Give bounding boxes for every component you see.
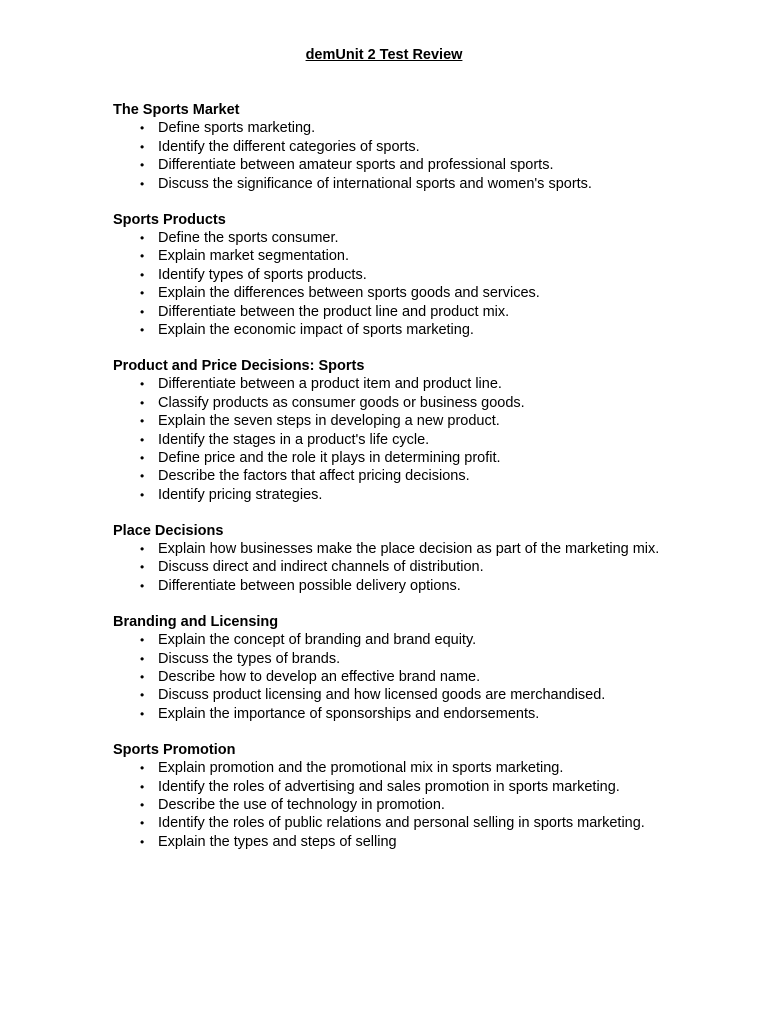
list-item-text: Identify the different categories of sports. [158, 138, 420, 155]
page-title: demUnit 2 Test Review [305, 47, 463, 63]
bullet-icon: • [140, 688, 145, 703]
section-heading: Sports Promotion [113, 741, 236, 758]
list-item-text: Explain the seven steps in developing a new product. [158, 413, 500, 430]
section-heading: The Sports Market [113, 102, 240, 118]
bullet-list [113, 759, 673, 851]
bullet-icon: • [140, 816, 145, 831]
bullet-icon: • [140, 633, 145, 648]
list-item-text: Explain the types and steps of selling [158, 833, 397, 850]
list-item [113, 577, 673, 595]
list-item [113, 412, 673, 430]
list-item [113, 467, 673, 485]
bullet-icon: • [140, 560, 145, 575]
bullet-icon: • [140, 121, 145, 136]
section-sports-products [113, 211, 673, 340]
list-item [113, 631, 673, 649]
list-item [113, 814, 673, 832]
list-item-text: Identify the stages in a product's life cycle. [158, 431, 430, 448]
list-item [113, 833, 673, 851]
list-item [113, 705, 673, 723]
section-heading: Sports Products [113, 211, 226, 228]
list-item [113, 778, 673, 796]
bullet-icon: • [140, 834, 145, 849]
list-item [113, 759, 673, 777]
list-item [113, 796, 673, 814]
bullet-icon: • [140, 158, 145, 173]
section-heading: Place Decisions [113, 522, 224, 539]
section-place-decisions [113, 522, 673, 596]
list-item [113, 266, 673, 284]
section-sports-promotion [113, 741, 673, 851]
list-item-text: Explain market segmentation. [158, 248, 350, 265]
bullet-icon: • [140, 414, 145, 429]
list-item [113, 375, 673, 393]
list-item [113, 303, 673, 321]
list-item-text: Identify the roles of public relations and personal selling in sports marketing. [158, 815, 645, 832]
list-item-text: Identify the roles of advertising and sales promotion in sports marketing. [158, 778, 620, 795]
bullet-icon: • [140, 450, 145, 465]
bullet-icon: • [140, 322, 145, 337]
document-body [113, 101, 673, 869]
list-item-text: Define the sports consumer. [158, 229, 339, 246]
list-item [113, 486, 673, 504]
list-item-text: Identify pricing strategies. [158, 486, 323, 503]
list-item-text: Differentiate between possible delivery options. [158, 577, 461, 594]
section-product-and-price-decisions [113, 357, 673, 504]
list-item [113, 138, 673, 156]
list-item-text: Discuss the significance of international sports and women's sports. [158, 175, 592, 192]
bullet-icon: • [140, 377, 145, 392]
bullet-icon: • [140, 395, 145, 410]
bullet-icon: • [140, 542, 145, 557]
bullet-icon: • [140, 578, 145, 593]
list-item-text: Explain how businesses make the place decision as part of the marketing mix. [158, 541, 660, 558]
list-item [113, 668, 673, 686]
section-branding-and-licensing [113, 613, 673, 723]
list-item [113, 119, 673, 137]
bullet-icon: • [140, 304, 145, 319]
bullet-icon: • [140, 249, 145, 264]
list-item [113, 247, 673, 265]
list-item [113, 321, 673, 339]
bullet-icon: • [140, 797, 145, 812]
list-item [113, 175, 673, 193]
bullet-icon: • [140, 286, 145, 301]
list-item-text: Describe the factors that affect pricing decisions. [158, 468, 470, 485]
bullet-list [113, 229, 673, 339]
list-item-text: Differentiate between amateur sports and professional sports. [158, 157, 554, 174]
bullet-icon: • [140, 651, 145, 666]
list-item-text: Differentiate between a product item and product line. [158, 376, 502, 393]
list-item-text: Discuss direct and indirect channels of distribution. [158, 559, 484, 576]
list-item-text: Define price and the role it plays in determining profit. [158, 449, 501, 466]
bullet-icon: • [140, 487, 145, 502]
list-item-text: Define sports marketing. [158, 120, 316, 137]
list-item-text: Explain the concept of branding and brand equity. [158, 632, 477, 649]
list-item-text: Describe the use of technology in promotion. [158, 796, 445, 813]
list-item [113, 156, 673, 174]
list-item-text: Classify products as consumer goods or business goods. [158, 394, 525, 411]
list-item-text: Explain promotion and the promotional mix in sports marketing. [158, 760, 564, 777]
bullet-icon: • [140, 230, 145, 245]
bullet-icon: • [140, 706, 145, 721]
bullet-icon: • [140, 176, 145, 191]
section-heading: Branding and Licensing [113, 613, 279, 630]
list-item-text: Discuss the types of brands. [158, 650, 341, 667]
bullet-icon: • [140, 779, 145, 794]
list-item [113, 650, 673, 668]
bullet-icon: • [140, 469, 145, 484]
list-item [113, 431, 673, 449]
list-item [113, 558, 673, 576]
bullet-list [113, 631, 673, 723]
list-item [113, 229, 673, 247]
list-item [113, 394, 673, 412]
bullet-icon: • [140, 139, 145, 154]
bullet-icon: • [140, 669, 145, 684]
list-item [113, 449, 673, 467]
list-item-text: Explain the differences between sports goods and services. [158, 285, 540, 302]
list-item-text: Describe how to develop an effective brand name. [158, 668, 481, 685]
list-item-text: Identify types of sports products. [158, 266, 367, 283]
bullet-list [113, 375, 673, 504]
section-heading: Product and Price Decisions: Sports [113, 357, 365, 374]
list-item-text: Differentiate between the product line and product mix. [158, 303, 510, 320]
list-item [113, 284, 673, 302]
bullet-icon: • [140, 761, 145, 776]
bullet-list [113, 119, 673, 193]
list-item-text: Discuss product licensing and how licensed goods are merchandised. [158, 687, 606, 704]
list-item [113, 686, 673, 704]
list-item [113, 540, 673, 558]
section-the-sports-market [113, 101, 673, 193]
list-item-text: Explain the importance of sponsorships and endorsements. [158, 705, 540, 722]
bullet-icon: • [140, 267, 145, 282]
bullet-icon: • [140, 432, 145, 447]
bullet-list [113, 540, 673, 595]
list-item-text: Explain the economic impact of sports marketing. [158, 321, 474, 338]
